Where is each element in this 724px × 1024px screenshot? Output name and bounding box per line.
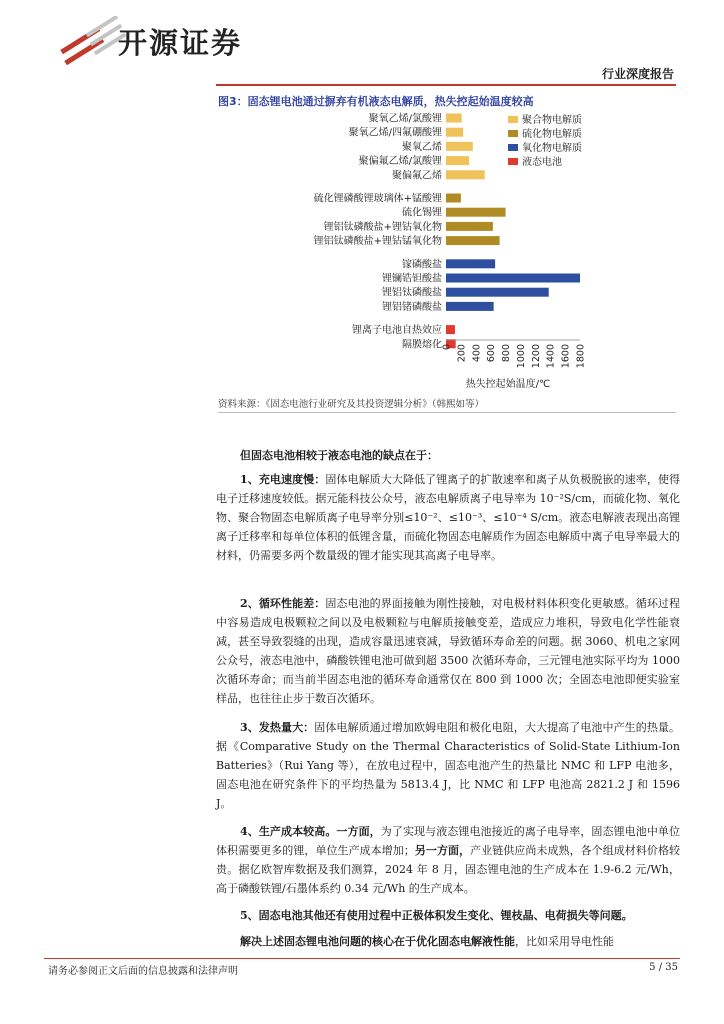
thermal-runaway-chart	[218, 108, 598, 390]
bar-1-0	[446, 194, 461, 203]
x-tick-label: 1000	[515, 344, 527, 369]
category-label: 锂铝钛磷酸盐	[382, 287, 442, 299]
category-label: 聚偏氟乙烯/氯酸锂	[358, 156, 442, 168]
bar-0-4	[446, 170, 485, 179]
category-label: 锂离子电池自热效应	[352, 325, 442, 337]
p3-lead: 3、发热量大：	[240, 721, 315, 734]
legend-swatch	[508, 158, 518, 165]
legend-label: 聚合物电解质	[522, 115, 582, 126]
intro-paragraph	[216, 446, 680, 465]
legend-swatch	[508, 130, 518, 137]
p2-lead: 2、循环性能差：	[240, 597, 326, 610]
page-number: 5 / 35	[649, 962, 678, 973]
category-label: 隔膜熔化	[402, 339, 442, 351]
x-axis-label: 热失控起始温度/℃	[465, 379, 551, 390]
legend-label: 硫化物电解质	[522, 129, 582, 140]
paragraph-1	[216, 470, 680, 565]
bar-2-1	[446, 274, 580, 283]
p2-body: 固态电池的界面接触为刚性接触，对电极材料体积变化更敏感。循环过程中容易造成电极颗粒之间以及电极颗粒与电解质接触变差，造成应力堆积，导致电化学性能衰减，甚至导致裂缝的出现，造成容量迅速衰减，导致循环寿命差的问题。据 3060、机电之家网公众号，液态电池中，磷酸铁锂电池可做到超 3500 次循环寿命，三元锂电池实际平均为 1000 次循环寿命；而当前半固态电池的循环寿命通常仅在 800 到 1000 次；全固态电池即便实验室样品，也往往止步于数百次循环。	[216, 597, 680, 705]
bar-1-3	[446, 236, 500, 245]
intro-text: 但固态电池相较于液态电池的缺点在于：	[240, 449, 438, 462]
footer-rule	[44, 958, 680, 959]
x-tick-label: 0	[441, 344, 453, 351]
paragraph-4	[216, 822, 680, 898]
paragraph-5	[216, 906, 680, 925]
paragraph-2	[216, 594, 680, 708]
category-label: 聚氧乙烯/氯酸锂	[368, 113, 442, 125]
bar-0-3	[446, 156, 469, 165]
p5-lead: 5、固态电池其他还有使用过程中正极体积发生变化、锂枝晶、电荷损失等问题。	[240, 909, 633, 922]
bar-0-2	[446, 142, 473, 151]
logo-mark	[60, 16, 126, 65]
source-rule	[218, 412, 676, 413]
x-tick-label: 1400	[545, 344, 557, 369]
p3-body: 固体电解质通过增加欧姆电阻和极化电阻，大大提高了电池中产生的热量。据《Comparative Study on the Thermal Characteristics of Solid-State Lithium-Ion Batteries》（Rui Yang 等），在放电过程中，固态电池产生的热量比 NMC 和 LFP 电池多，固态电池在研究条件下的平均热量为 5813.4 J，比 NMC 和 LFP 电池高 2821.2 J 和 1596 J。	[216, 721, 681, 810]
bar-0-0	[446, 114, 462, 123]
category-label: 锂铝锗磷酸盐	[382, 301, 442, 313]
p1-body: 固体电解质大大降低了锂离子的扩散速率和离子从负极脱嵌的速率，使得电子迁移速度较低。据元能科技公众号，液态电解质离子电导率为 10⁻²S/cm，而硫化物、氧化物、聚合物固态电解质离子电导率分别≤10⁻²、≤10⁻³、≤10⁻⁴ S/cm。液态电解液表现出高锂离子迁移率和每单位体积的低锂含量，而硫化物固态电解质作为固态电解质中离子电导率最大的材料，仍需要多两个数量级的锂才能实现其高离子电导率。	[216, 473, 680, 562]
p6-body: ，比如采用导电性能	[515, 935, 614, 948]
bar-1-2	[446, 222, 493, 231]
legend-label: 液态电池	[522, 157, 562, 168]
p1-lead: 1、充电速度慢：	[240, 473, 326, 486]
bar-1-1	[446, 208, 506, 217]
category-label: 聚氧乙烯/四氟硼酸锂	[348, 127, 442, 139]
category-label: 聚偏氟乙烯	[392, 170, 442, 182]
p4-body: 产业链供应尚未成熟，各个组成材料价格较贵。据亿欧智库数据及我们测算，2024 年 8 月，固态锂电池的生产成本在 1.9-6.2 元/Wh，高于磷酸铁锂/石墨体系约 0.34 元/Wh 的生产成本。	[216, 844, 681, 895]
figure-source: 资料来源：《固态电池行业研究及其投资逻辑分析》（韩熙如等）	[218, 399, 485, 410]
x-tick-label: 200	[456, 344, 468, 363]
legend-swatch	[508, 144, 518, 151]
x-tick-label: 1800	[575, 344, 587, 369]
category-label: 聚氧乙烯	[402, 141, 442, 153]
x-tick-label: 600	[486, 344, 498, 363]
footer-disclaimer: 请务必参阅正文后面的信息披露和法律声明	[48, 966, 238, 977]
paragraph-3	[216, 718, 680, 813]
bar-2-3	[446, 302, 494, 311]
p4-lead: 4、生产成本较高。一方面，	[240, 825, 381, 838]
header-rule	[216, 84, 676, 86]
x-tick-label: 1200	[530, 344, 542, 369]
category-label: 锂镧锆钽酸盐	[382, 273, 442, 285]
company-name: 开源证券	[118, 26, 243, 60]
bar-2-2	[446, 288, 549, 297]
p6-lead: 解决上述固态锂电池问题的核心在于优化固态电解液性能	[240, 935, 515, 948]
x-tick-label: 1600	[560, 344, 572, 369]
p4-lead2: 另一方面，	[414, 844, 471, 857]
category-label: 硫化锂磷酸锂玻璃体+锰酸锂	[313, 193, 442, 205]
legend-swatch	[508, 116, 518, 123]
paragraph-6	[216, 932, 680, 951]
bar-0-1	[446, 128, 463, 137]
x-tick-label: 800	[501, 344, 513, 363]
category-label: 锂铝钛磷酸盐+锂钴锰氧化物	[313, 236, 442, 248]
p4-mid: 为了实现与液态锂电池接近的离子电导率，固态锂电池中单位体积需要更多的锂，单位生产成本增加；	[216, 825, 681, 857]
legend-label: 氧化物电解质	[522, 143, 582, 154]
category-label: 镓磷酸盐	[402, 259, 442, 271]
bar-2-0	[446, 259, 495, 268]
figure-title: 图3：固态锂电池通过摒弃有机液态电解质，热失控起始温度较高	[218, 95, 534, 108]
report-type: 行业深度报告	[601, 67, 674, 81]
x-tick-label: 400	[471, 344, 483, 363]
category-label: 锂铝钛磷酸盐+锂钴氧化物	[323, 221, 442, 233]
category-label: 硫化锡锂	[402, 207, 442, 219]
bar-3-0	[446, 325, 455, 334]
